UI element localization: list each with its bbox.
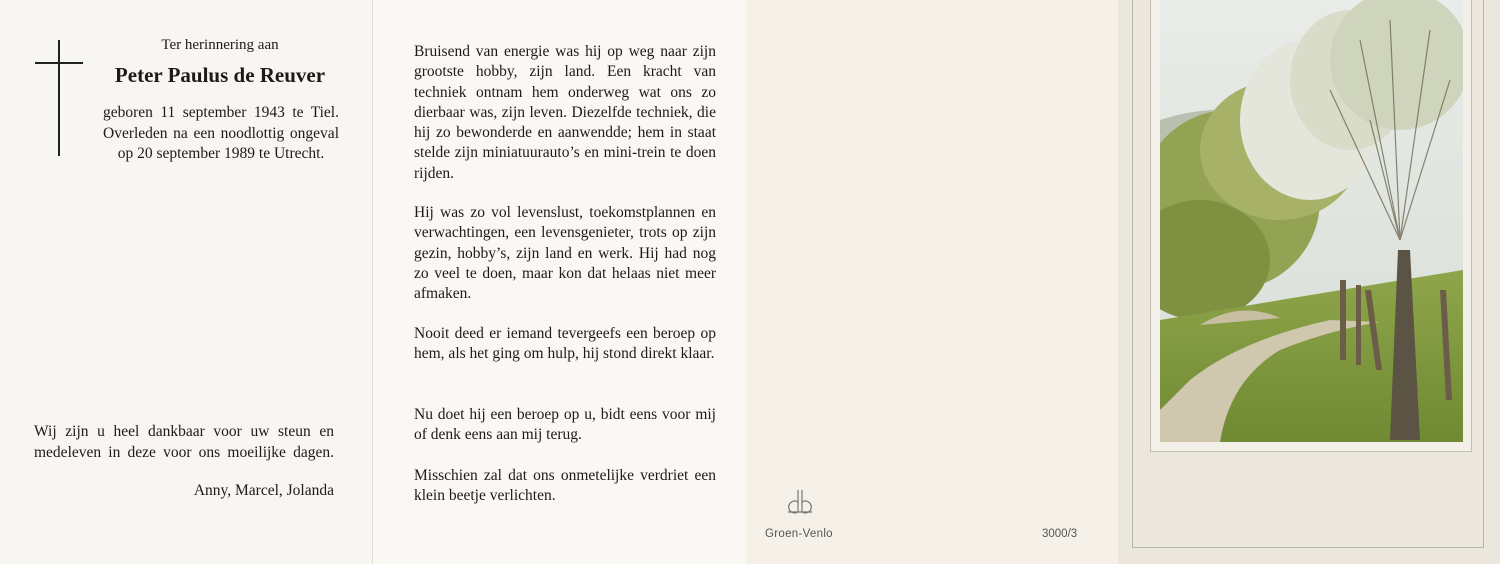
- stanza-4: Nu doet hij een beroep op u, bidt eens voor mij of denk eens aan mij terug.: [414, 406, 716, 444]
- family-signature: Anny, Marcel, Jolanda: [193, 482, 334, 499]
- stanza-2: Hij was zo vol levenslust, toekomstplannen en verwachtingen, een levensgenieter, trots op zijn gezin, hobby’s, zijn land en werk. Hij had nog zo veel te doen, maar kon dat helaas niet meer afmaken.: [414, 204, 716, 303]
- cross-icon-bar: [35, 62, 83, 64]
- card-panel-back: [746, 0, 1118, 564]
- deceased-name: Peter Paulus de Reuver: [114, 63, 326, 87]
- intro-text: Ter herinnering aan: [161, 37, 279, 53]
- bio-text: geboren 11 september 1943 te Tiel. Overleden na een noodlottig ongeval op 20 september 1989 te Utrecht.: [103, 104, 339, 162]
- publisher-logo-icon: [785, 488, 815, 518]
- publisher-name: Groen-Venlo: [765, 528, 833, 540]
- stanza-1: Bruisend van energie was hij op weg naar zijn grootste hobby, zijn land. Een kracht van techniek ontnam hem onderweg wat ons zo dierbaar was, zijn leven. Diezelfde techniek, die hij zo bewonderde en aanwendde; hem in staat stelde zijn miniatuurauto’s en mini-trein te doen rijden.: [414, 43, 716, 182]
- stanza-5: Misschien zal dat ons onmetelijke verdriet een klein beetje verlichten.: [414, 467, 716, 505]
- thanks-text: Wij zijn u heel dankbaar voor uw steun en medeleven in deze voor ons moeilijke dagen.: [34, 423, 334, 461]
- stanza-3: Nooit deed er iemand tevergeefs een beroep op hem, als het ging om hulp, hij stond direkt klaar.: [414, 325, 716, 363]
- card-code: 3000/3: [1042, 528, 1078, 540]
- cross-icon: [58, 40, 60, 156]
- landscape-photo: [1160, 0, 1463, 442]
